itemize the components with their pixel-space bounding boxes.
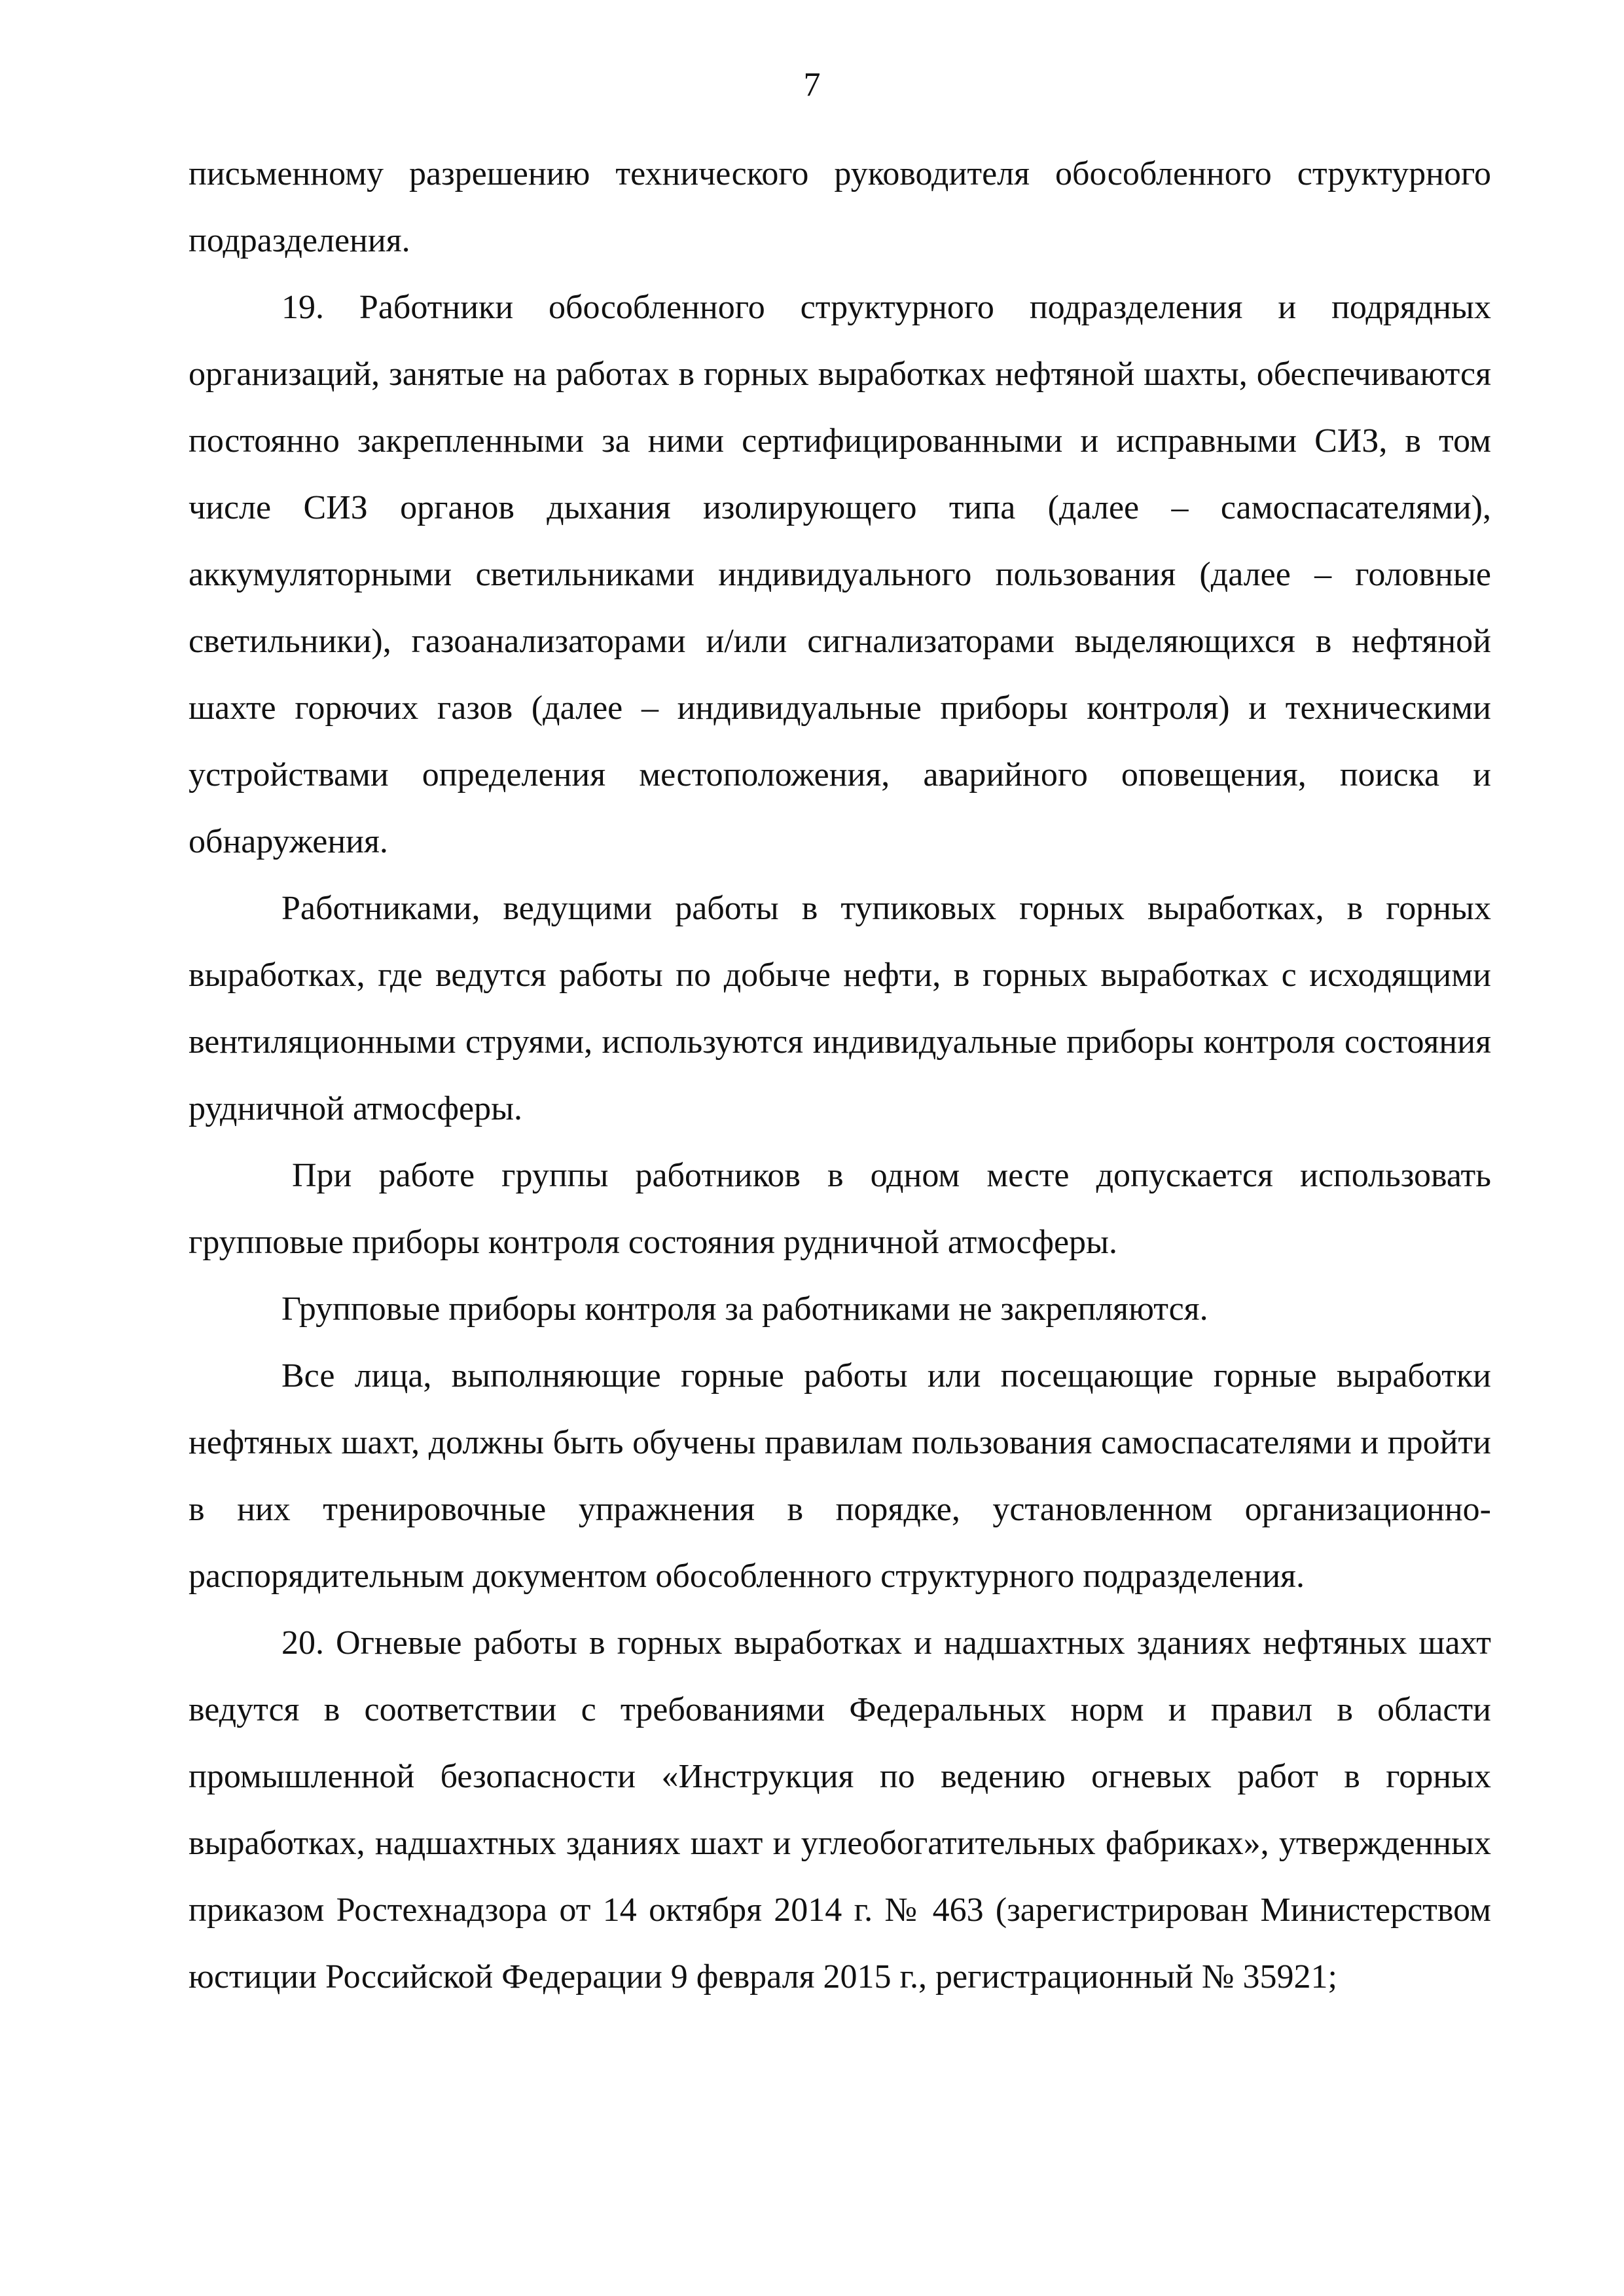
page-number: 7 — [803, 66, 821, 103]
document-body — [189, 141, 1491, 2011]
paragraph-individual-devices: Работниками, ведущими работы в тупиковых горных выработках, в горных выработках, где ведутся работы по добыче нефти, в горных выработках с исходящими вентиляционными струями, используются индивидуальные приборы контроля состояния рудничной атмосферы. — [189, 890, 1491, 1127]
paragraph-continuation: письменному разрешению технического руководителя обособленного структурного подразделения. — [189, 155, 1491, 259]
paragraph-training: Все лица, выполняющие горные работы или посещающие горные выработки нефтяных шахт, должны быть обучены правилам пользования самоспасателями и пройти в них тренировочные упражнения в порядке, установленном организационно-распорядительным документом обособленного структурного подразделения. — [189, 1357, 1491, 1595]
paragraph-item-19: 19. Работники обособленного структурного подразделения и подрядных организаций, занятые на работах в горных выработках нефтяной шахты, обеспечиваются постоянно закрепленными за ними сертифицированными и исправными СИЗ, в том числе СИЗ органов дыхания изолирующего типа (далее – самоспасателями), аккумуляторными светильниками индивидуального пользования (далее – головные светильники), газоанализаторами и/или сигнализаторами выделяющихся в нефтяной шахте горючих газов (далее – индивидуальные приборы контроля) и техническими устройствами определения местоположения, аварийного оповещения, поиска и обнаружения. — [189, 289, 1491, 860]
paragraph-group-work: При работе группы работников в одном месте допускается использовать групповые приборы контроля состояния рудничной атмосферы. — [189, 1157, 1491, 1261]
paragraph-item-20: 20. Огневые работы в горных выработках и надшахтных зданиях нефтяных шахт ведутся в соответствии с требованиями Федеральных норм и правил в области промышленной безопасности «Инструкция по ведению огневых работ в горных выработках, надшахтных зданиях шахт и углеобогатительных фабриках», утвержденных приказом Ростехнадзора от 14 октября 2014 г. № 463 (зарегистрирован Министерством юстиции Российской Федерации 9 февраля 2015 г., регистрационный № 35921; — [189, 1624, 1491, 1995]
paragraph-group-devices: Групповые приборы контроля за работниками не закрепляются. — [281, 1290, 1208, 1328]
